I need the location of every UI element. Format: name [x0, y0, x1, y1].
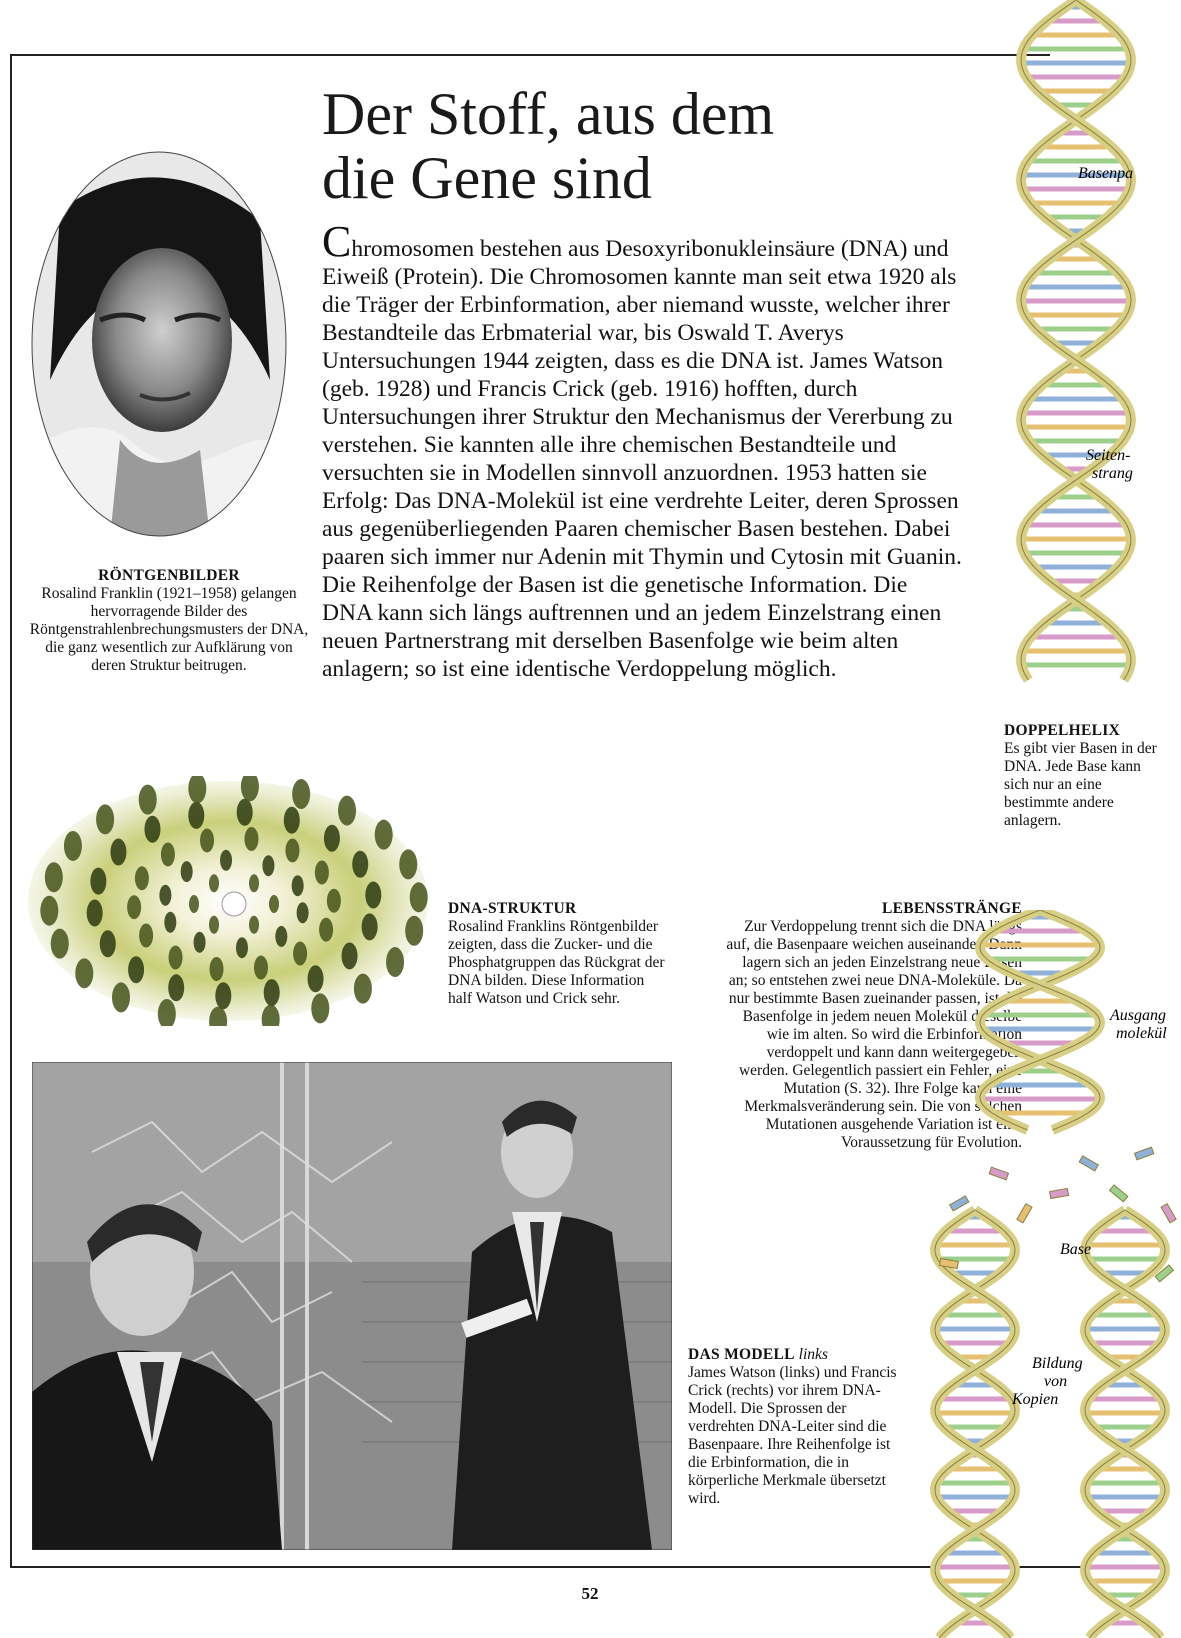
- xray-spot: [237, 799, 253, 826]
- xray-spot: [244, 827, 258, 851]
- page-number: 52: [581, 1584, 599, 1603]
- caption-dna-struktur: [448, 900, 668, 1008]
- xray-spot: [159, 885, 171, 906]
- xray-spot: [188, 802, 204, 829]
- free-base: [1135, 1147, 1154, 1160]
- xray-spot: [100, 930, 116, 957]
- caption-roentgenbilder-heading: RÖNTGENBILDER: [98, 567, 240, 584]
- label-seitenstrang-right-2: strang: [1092, 465, 1133, 482]
- xray-spot: [87, 900, 103, 927]
- xray-spot: [220, 850, 232, 871]
- xray-spot: [352, 851, 368, 878]
- xray-spot: [365, 881, 381, 908]
- xray-spot: [75, 958, 93, 988]
- xray-spot: [264, 979, 280, 1006]
- helix-top-backbone-edge: [1021, 0, 1134, 680]
- label-ausgang-2: molekül: [1116, 1025, 1167, 1042]
- xray-spot: [315, 860, 329, 884]
- xray-spot: [189, 895, 199, 913]
- free-base: [989, 1167, 1008, 1180]
- xray-spot: [292, 779, 310, 809]
- xray-diffraction-image: [24, 776, 432, 1026]
- caption-roentgenbilder: [28, 567, 310, 675]
- label-bildung-2: von: [1044, 1373, 1068, 1390]
- helix-top-strands: [1021, 0, 1134, 680]
- caption-dna-struktur-heading: DNA-STRUKTUR: [448, 900, 577, 917]
- label-ausgang-1: Ausgang: [1110, 1007, 1166, 1024]
- title-line-2: die Gene sind: [322, 145, 652, 211]
- caption-doppelhelix: [1004, 722, 1164, 830]
- xray-spot: [354, 974, 372, 1004]
- xray-spot: [210, 957, 224, 981]
- xray-spot: [128, 956, 144, 983]
- frame-top-rule: [10, 54, 1050, 56]
- label-seitenstrang-right-1: Seiten-: [1086, 447, 1131, 464]
- xray-spot: [45, 862, 63, 892]
- caption-doppelhelix-heading: DOPPELHELIX: [1004, 722, 1121, 739]
- xray-spot: [209, 874, 219, 892]
- xray-spot: [284, 807, 300, 834]
- xray-spot: [194, 932, 206, 953]
- xray-spot: [311, 993, 329, 1023]
- xray-spot: [90, 868, 106, 895]
- free-base: [1050, 1188, 1069, 1198]
- free-base: [1079, 1156, 1098, 1171]
- xray-spot: [135, 866, 149, 890]
- xray-spot: [324, 825, 340, 852]
- xray-spot: [293, 942, 307, 966]
- page-title: [322, 82, 962, 210]
- xray-spot: [40, 896, 58, 926]
- xray-spot: [96, 804, 114, 834]
- caption-roentgenbilder-text: Rosalind Franklin (1921–1958) gelangen hervorragende Bilder des Röntgenstrahlenbrechungsmusters der DNA, die ganz wesentlich zur Aufklärung von deren Struktur beitrugen.: [29, 585, 309, 674]
- xray-spot: [275, 926, 287, 947]
- free-base: [1017, 1204, 1032, 1223]
- label-bildung-3: Kopien: [1012, 1391, 1059, 1408]
- xray-spot: [110, 839, 126, 866]
- xray-spot: [168, 974, 184, 1001]
- intro-text: hromosomen bestehen aus Desoxyribonukleinsäure (DNA) und Eiweiß (Protein). Die Chromosomen kannte man seit etwa 1920 als die Träger der Erbinformation, aber niemand wusste, welcher ihrer Bestandteile das Erbmaterial war, bis Oswald T. Averys Untersuchungen 1944 zeigten, dass es die DNA ist. James Watson (geb. 1928) und Francis Crick (geb. 1916) hofften, durch Untersuchungen ihrer Struktur den Mechanismus der Vererbung zu verstehen. Sie kannten alle ihre chemischen Bestandteile und versuchten sie in Modellen sinnvoll anzuordnen. 1953 hatten sie Erfolg: Das DNA-Molekül ist eine verdrehte Leiter, deren Sprossen aus gegenüberliegenden Paaren chemischer Basen bestehen. Dabei paaren sich immer nur Adenin mit Thymin und Cytosin mit Guanin. Die Reihenfolge der Basen ist die genetische Information. Die DNA kann sich längs auftrennen und an jedem Einzelstrang einen neuen Partnerstrang mit derselben Basenfolge wie beim alten anlagern; so ist eine identische Verdoppelung möglich.: [322, 236, 962, 682]
- xray-spot: [375, 820, 393, 850]
- caption-das-modell-heading-suffix: links: [798, 1346, 828, 1363]
- xray-spot: [292, 875, 304, 896]
- xray-spot: [410, 882, 428, 912]
- xray-spot: [64, 831, 82, 861]
- double-helix-illustration: [1006, 0, 1181, 710]
- caption-lebensstraenge-heading: LEBENSSTRÄNGE: [881, 900, 1022, 917]
- xray-spot: [139, 785, 157, 815]
- xray-spot: [181, 861, 193, 882]
- helix-top-backbone-edge: [1021, 0, 1134, 680]
- xray-spot: [51, 929, 69, 959]
- caption-lebensstraenge-text: Zur Verdoppelung trennt sich die DNA längs auf, die Basenpaare weichen auseinander. Dann lagern sich an jeden Einzelstrang neue Basen an; so entstehen zwei neue DNA-Moleküle. Da nur bestimmte Basen zueinander passen, ist die Basenfolge in jedem neuen Molekül dieselbe wie im alten. So wird die Erbinformation verdoppelt und kann dann weitergegeben werden. Gelegentlich passiert ein Fehler, eine Mutation (S. 32). Ihre Folge kann eine Merkmalsveränderung sein. Die von solchen Mutationen ausgehende Variation ist eine Voraussetzung für Evolution.: [726, 918, 1022, 1151]
- xray-spot: [399, 849, 417, 879]
- xray-spot: [308, 965, 324, 992]
- xray-spot: [362, 913, 378, 940]
- xray-spot: [215, 982, 231, 1009]
- xray-spot: [144, 816, 160, 843]
- label-bildung-1: Bildung: [1032, 1355, 1083, 1372]
- xray-spot: [169, 946, 183, 970]
- intro-dropcap: C: [322, 217, 352, 266]
- xray-spot: [262, 855, 274, 876]
- xray-spot: [342, 942, 358, 969]
- xray-spot: [269, 895, 279, 913]
- xray-spot: [161, 842, 175, 866]
- photo-watson-crick-dna-model: [32, 1062, 672, 1550]
- xray-spot: [338, 796, 356, 826]
- xray-spot: [139, 924, 153, 948]
- free-base: [1110, 1185, 1128, 1202]
- xray-spot: [249, 874, 259, 892]
- xray-spot: [254, 956, 268, 980]
- replicating-dna-illustration: [920, 910, 1181, 1638]
- xray-spot: [297, 902, 309, 923]
- xray-spot: [285, 838, 299, 862]
- xray-spot: [405, 916, 423, 946]
- xray-spot: [319, 918, 333, 942]
- xray-spot: [236, 937, 248, 958]
- caption-doppelhelix-text: Es gibt vier Basen in der DNA. Jede Base kann sich nur an eine bestimmte andere anlagern.: [1004, 740, 1157, 829]
- caption-dna-struktur-text: Rosalind Franklins Röntgenbilder zeigten, dass die Zucker- und die Phosphatgruppen das Rückgrat der DNA bilden. Diese Information half Watson und Crick sehr.: [448, 918, 665, 1007]
- title-line-1: Der Stoff, aus dem: [322, 81, 775, 147]
- caption-das-modell-text: James Watson (links) und Francis Crick (rechts) vor ihrem DNA-Modell. Die Sprossen der verdrehten DNA-Leiter sind die Basenpaare. Ihre Reihenfolge ist die Erbinformation, die in körperliche Merkmale übersetzt wird.: [688, 1364, 897, 1507]
- xray-spot: [209, 916, 219, 934]
- intro-paragraph: [322, 217, 962, 683]
- xray-spot: [327, 889, 341, 913]
- xray-spot: [386, 947, 404, 977]
- helix-top-backbone-1: [1021, 0, 1134, 680]
- label-base: Base: [1060, 1241, 1092, 1258]
- free-base: [950, 1196, 969, 1211]
- frame-left-rule: [10, 54, 12, 1566]
- free-base: [1161, 1204, 1176, 1223]
- label-basenpaar-top: Basenpa: [1078, 165, 1134, 182]
- xray-spot: [249, 916, 259, 934]
- caption-das-modell-heading-line: [688, 1346, 898, 1364]
- caption-das-modell-heading: DAS MODELL: [688, 1346, 795, 1363]
- xray-spot: [127, 895, 141, 919]
- xray-spot: [112, 982, 130, 1012]
- helix-top-backbone-2: [1021, 0, 1134, 680]
- caption-das-modell: [688, 1346, 898, 1508]
- portrait-photo-rosalind-franklin: [30, 150, 288, 538]
- xray-spot: [200, 828, 214, 852]
- xray-spot: [164, 912, 176, 933]
